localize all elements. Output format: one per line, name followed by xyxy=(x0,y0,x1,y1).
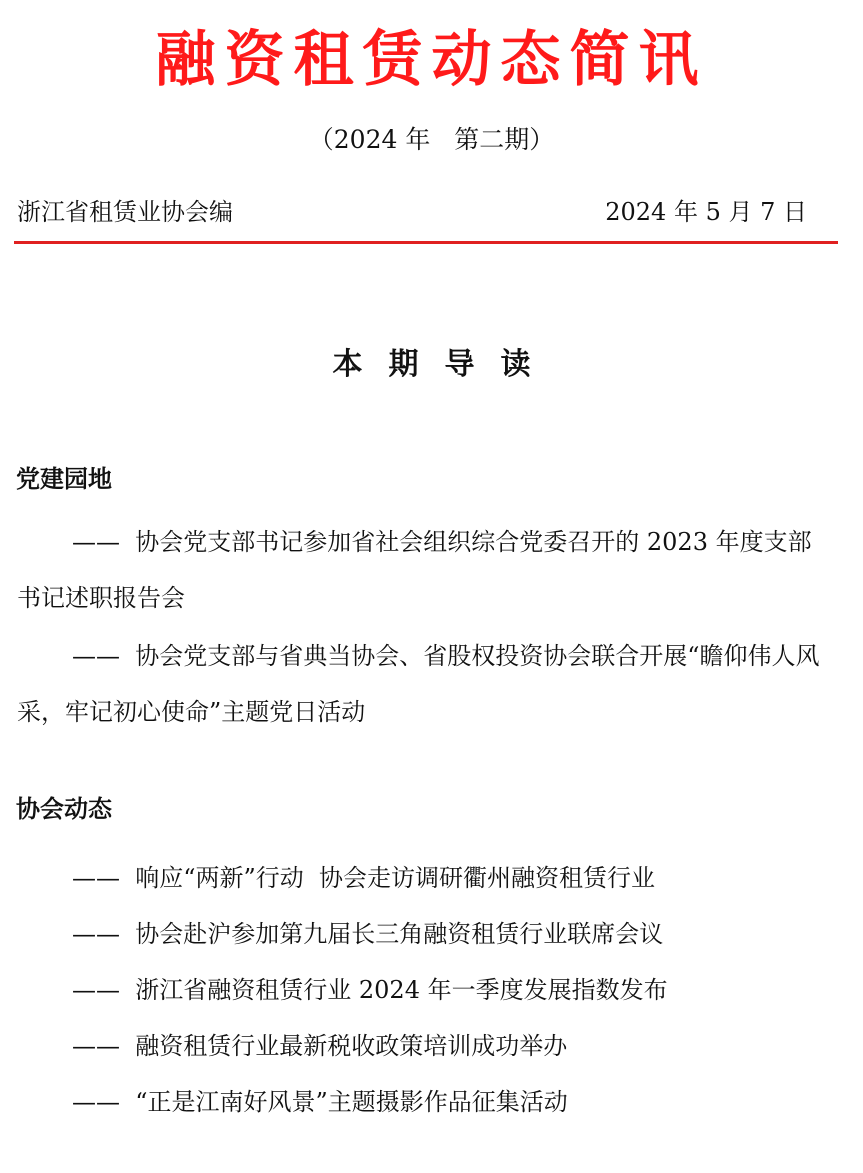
entry-text: “正是江南好风景”主题摄影作品征集活动 xyxy=(135,1088,568,1116)
publication-date: 2024 年 5 月 7 日 xyxy=(605,198,807,226)
toc-entry[interactable] xyxy=(17,906,827,962)
entry-dash: —— xyxy=(72,864,120,892)
toc-title: 本期导读 xyxy=(332,347,557,382)
entry-text: 协会党支部书记参加省社会组织综合党委召开的 2023 年度支部书记述职报告会 xyxy=(17,528,812,612)
entry-dash: —— xyxy=(72,528,120,556)
issue-number: （2024 年 第二期） xyxy=(308,125,555,154)
header-divider xyxy=(14,241,838,244)
masthead-title: 融资租赁动态简讯 xyxy=(155,25,708,95)
entry-text: 响应“两新”行动 协会走访调研衢州融资租赁行业 xyxy=(135,864,656,892)
publisher: 浙江省租赁业协会编 xyxy=(17,198,233,226)
entry-dash: —— xyxy=(72,920,120,948)
toc-entry[interactable] xyxy=(17,850,827,906)
entry-text: 协会党支部与省典当协会、省股权投资协会联合开展“瞻仰伟人风采，牢记初心使命”主题党日活动 xyxy=(17,642,820,726)
toc-entry[interactable] xyxy=(17,962,827,1018)
entry-dash: —— xyxy=(72,1088,120,1116)
entry-text: 协会赴沪参加第九届长三角融资租赁行业联席会议 xyxy=(135,920,664,948)
toc-entry[interactable] xyxy=(17,628,827,740)
entry-text: 融资租赁行业最新税收政策培训成功举办 xyxy=(135,1032,568,1060)
entry-text: 浙江省融资租赁行业 2024 年一季度发展指数发布 xyxy=(135,976,668,1004)
section-heading-association-news: 协会动态 xyxy=(16,795,112,823)
toc-entry[interactable] xyxy=(17,1074,827,1130)
entry-dash: —— xyxy=(72,1032,120,1060)
toc-entry[interactable] xyxy=(17,514,827,626)
entry-dash: —— xyxy=(72,642,120,670)
meta-row xyxy=(17,195,807,229)
section-heading-party-building: 党建园地 xyxy=(16,465,112,493)
entry-dash: —— xyxy=(72,976,120,1004)
toc-entry[interactable] xyxy=(17,1018,827,1074)
